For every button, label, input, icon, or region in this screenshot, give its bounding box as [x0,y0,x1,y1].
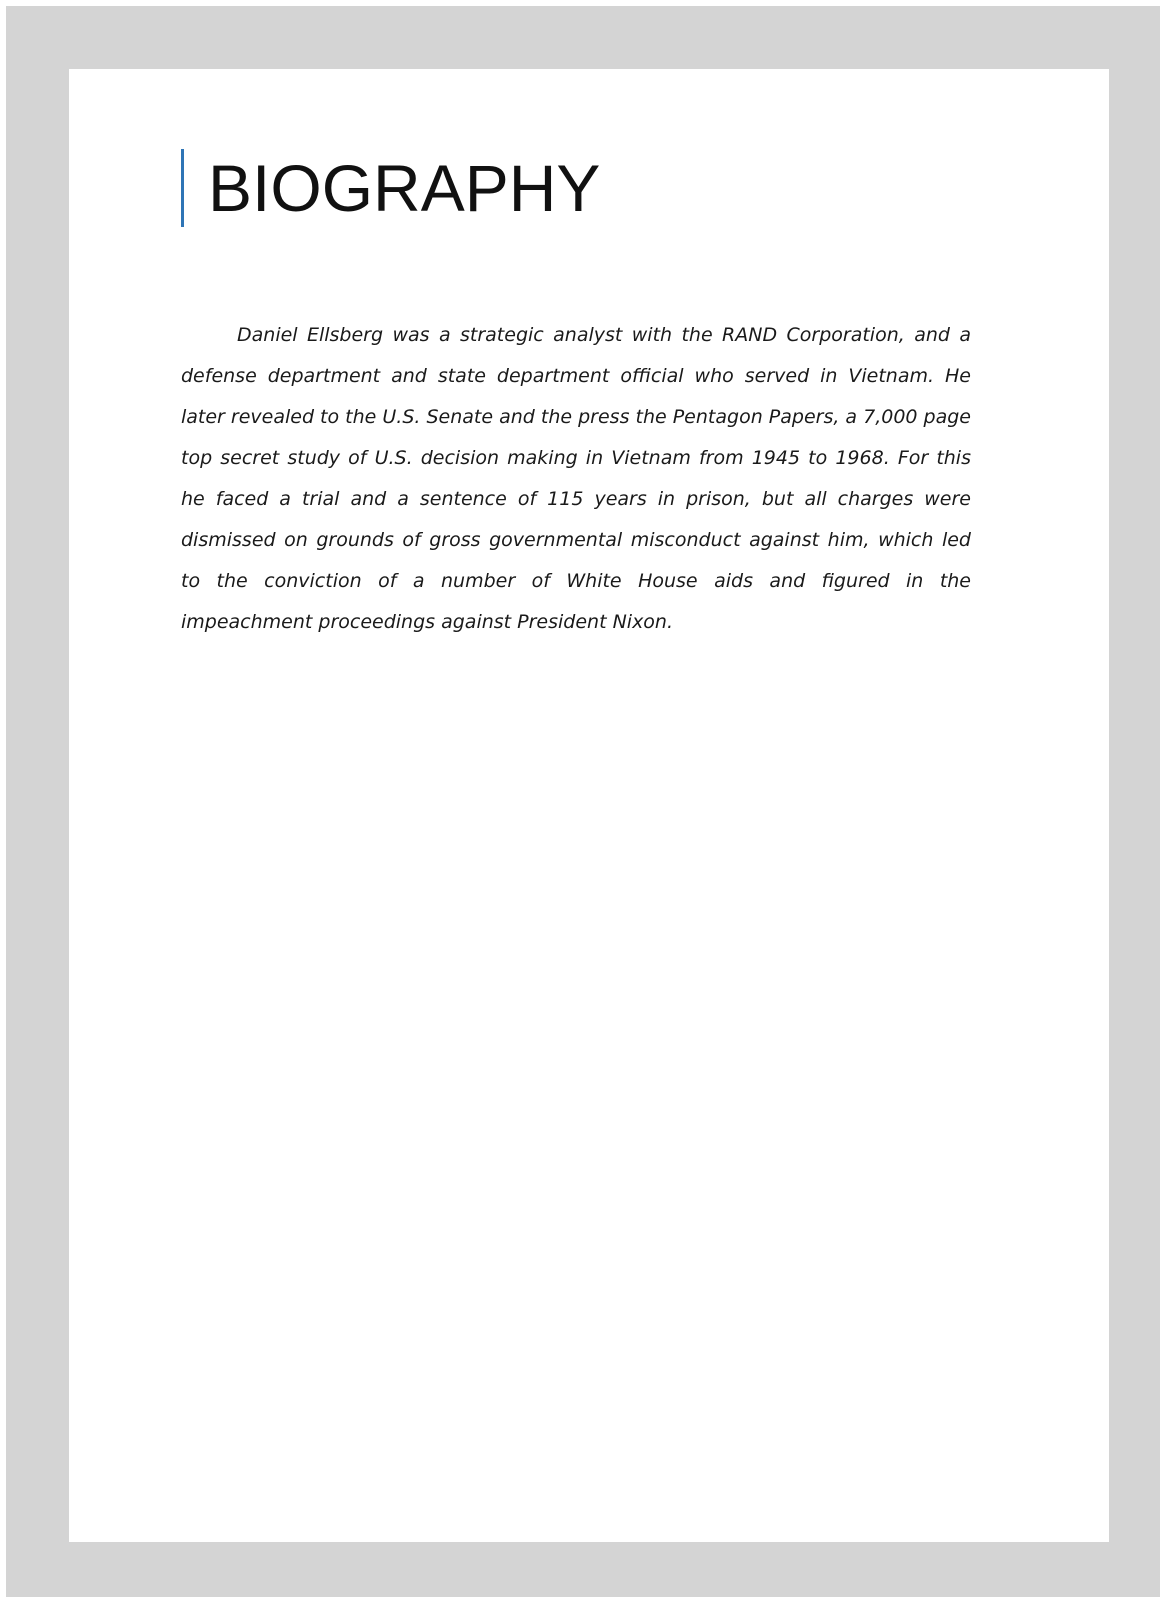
biography-paragraph: Daniel Ellsberg was a strategic analyst with the RAND Corporation, and a defense department and state department official who served in Vietnam. He later revealed to the U.S. Senate and the press the Pentagon Papers, a 7,000 page top secret study of U.S. decision making in Vietnam from 1945 to 1968. For this he faced a trial and a sentence of 115 years in prison, but all charges were dismissed on grounds of gross governmental misconduct against him, which led to the conviction of a number of White House aids and figured in the impeachment proceedings against President Nixon. [181,324,971,633]
document-page [69,69,1109,1542]
title-accent-bar [181,149,184,227]
page-title: BIOGRAPHY [208,151,601,225]
page-frame [6,6,1160,1597]
title-block [181,149,600,227]
